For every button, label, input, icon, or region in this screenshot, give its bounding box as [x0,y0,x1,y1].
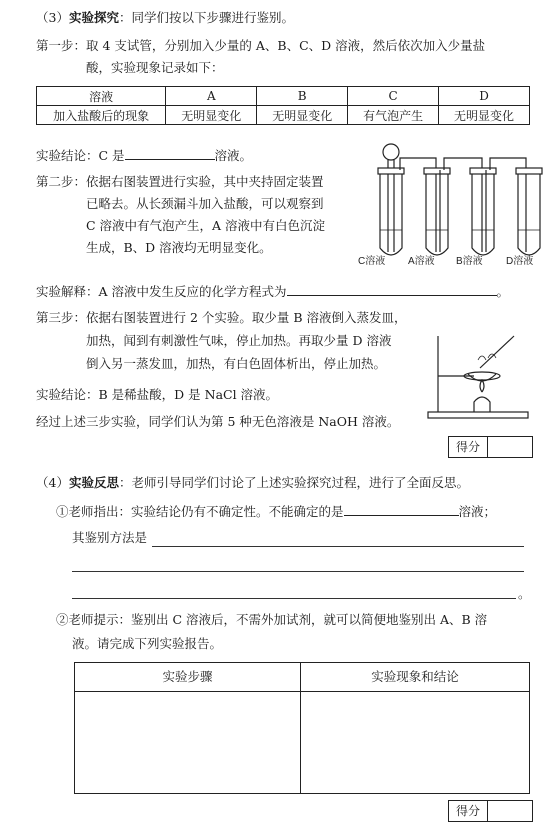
figure1-label: A溶液 [408,256,435,267]
figure1-label: C溶液 [358,256,386,267]
section-intro: ：同学们按以下步骤进行鉴别。 [118,10,294,25]
table-row [37,106,530,125]
question1-prefix: ①老师指出：实验结论仍有不确定性。不能确定的是 [56,504,344,519]
table-cell: 无明显变化 [439,106,530,125]
table-header-cell: 溶液 [37,87,166,106]
answer-blank-uncertain[interactable] [344,503,459,516]
answer-line[interactable] [152,546,524,547]
section-number: （3） [36,10,69,25]
section3-title [36,10,294,26]
score-box-section3 [448,436,533,458]
table-header-row [37,87,530,106]
section-intro: ：老师引导同学们讨论了上述实验探究过程，进行了全面反思。 [118,475,469,490]
question1-method-label: 其鉴别方法是 [72,530,148,545]
report-header-results: 实验现象和结论 [301,663,529,692]
step2-line: 已略去。从长颈漏斗加入盐酸，可以观察到 [86,196,324,211]
table-header-cell: D [439,87,530,106]
section-heading: 实验探究 [68,10,119,25]
table-cell: 无明显变化 [166,106,257,125]
figure1-label: D溶液 [506,256,534,267]
table-cell: 加入盐酸后的现象 [37,106,166,125]
explanation-prefix: 实验解释：A 溶液中发生反应的化学方程式为 [36,284,287,299]
table-header-cell: C [348,87,439,106]
step1-text: 第一步：取 4 支试管，分别加入少量的 A、B、C、D 溶液，然后依次加入少量盐 [36,38,486,53]
explanation-suffix: 。 [496,284,510,299]
step2-line: C 溶液中有气泡产生，A 溶液中有白色沉淀 [86,218,326,233]
test-tube-c [380,172,402,255]
step1-text-cont: 酸，实验现象记录如下： [86,60,224,75]
answer-blank-equation[interactable] [287,283,497,296]
table-header-cell: A [166,87,257,106]
score-field[interactable] [488,437,532,457]
vapor [478,354,496,360]
answer-line[interactable] [72,571,524,572]
stand-base [428,412,528,418]
alcohol-lamp [474,397,490,412]
table-cell: 无明显变化 [257,106,348,125]
answer-line[interactable] [72,598,516,599]
table-cell: 有气泡产生 [348,106,439,125]
answer-blank-c[interactable] [125,147,215,160]
conclusion1 [36,147,252,164]
flame [480,380,484,392]
step3-line: 倒入另一蒸发皿，加热，有白色固体析出，停止加热。 [86,356,387,371]
step2-line: 生成，B、D 溶液均无明显变化。 [86,240,272,255]
section-number: （4） [36,475,69,490]
section-heading: 实验反思 [68,475,119,490]
explanation [36,283,509,300]
score-label: 得分 [449,437,488,457]
test-tube-a [426,172,448,255]
figure1-label: B溶液 [456,256,483,267]
glass-rod [480,336,514,368]
conclusion2: 实验结论：B 是稀盐酸，D 是 NaCl 溶液。 [36,387,279,402]
funnel-bulb [383,144,399,160]
test-tube-b [472,172,494,255]
summary: 经过上述三步实验，同学们认为第 5 种无色溶液是 NaOH 溶液。 [36,414,400,429]
score-label: 得分 [449,801,488,821]
question1-end: 。 [518,586,531,601]
section4-title [36,475,469,491]
conclusion1-suffix: 溶液。 [214,148,253,163]
score-box-section4 [448,800,533,822]
report-header-steps: 实验步骤 [75,663,300,692]
observation-table [36,86,530,125]
test-tube-apparatus-figure [356,140,552,268]
question2-line: ②老师提示：鉴别出 C 溶液后，不需外加试剂，就可以简便地鉴别出 A、B 溶 [56,612,488,627]
conclusion1-prefix: 实验结论：C 是 [36,148,125,163]
experiment-report-table [74,662,530,794]
question1 [56,503,496,520]
step3-line: 加热，闻到有刺激性气味，停止加热。再取少量 D 溶液 [86,333,392,348]
question2-line: 液。请完成下列实验报告。 [72,636,223,651]
step3-line: 第三步：依据右图装置进行 2 个实验。取少量 B 溶液倒入蒸发皿， [36,310,407,325]
question1-suffix: 溶液； [458,504,497,519]
report-cell-steps[interactable] [75,692,300,792]
report-cell-results[interactable] [301,692,529,792]
test-tube-d [518,172,540,255]
step2-line: 第二步：依据右图装置进行实验，其中夹持固定装置 [36,174,324,189]
score-field[interactable] [488,801,532,821]
table-header-cell: B [257,87,348,106]
evaporation-apparatus-figure [424,330,534,422]
